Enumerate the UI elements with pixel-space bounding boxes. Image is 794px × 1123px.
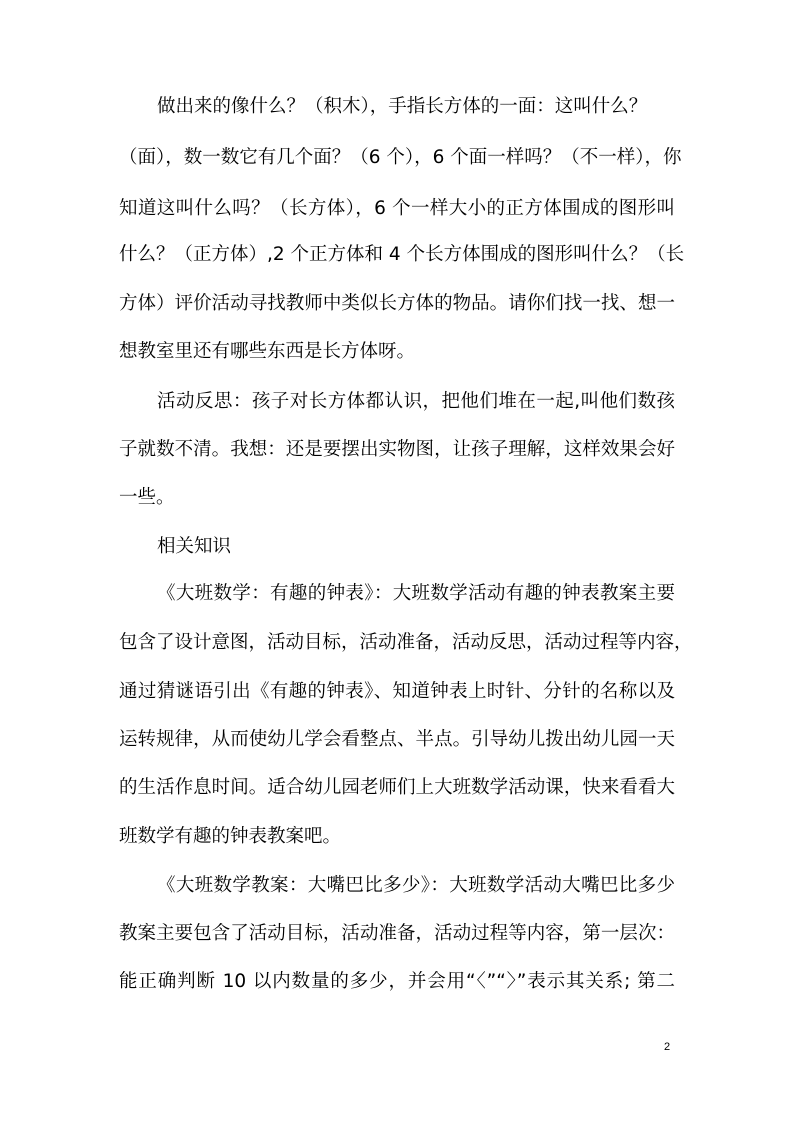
paragraph-5-line-1: 《大班数学教案：大嘴巴比多少》：大班数学活动大嘴巴比多少 [157,875,675,896]
paragraph-4-line-1: 《大班数学：有趣的钟表》：大班数学活动有趣的钟表教案主要 [157,583,675,604]
paragraph-2-line-1: 活动反思：孩子对长方体都认识，把他们堆在一起,叫他们数孩 [157,391,675,412]
paragraph-1-line-3: 知道这叫什么吗？（长方体），6 个一样大小的正方体围成的图形叫 [119,198,675,219]
paragraph-1-line-1: 做出来的像什么？（积木），手指长方体的一面：这叫什么？ [157,96,648,117]
paragraph-5-line-2: 教案主要包含了活动目标，活动准备，活动过程等内容，第一层次： [119,923,675,944]
paragraph-1-line-5: 方体）评价活动寻找教师中类似长方体的物品。请你们找一找、想一 [119,293,675,314]
paragraph-4-line-2: 包含了设计意图，活动目标，活动准备，活动反思，活动过程等内容， [119,632,693,653]
paragraph-1-line-6: 想教室里还有哪些东西是长方体呀。 [119,341,416,362]
paragraph-4-line-4: 运转规律，从而使幼儿学会看整点、半点。引导幼儿拨出幼儿园一天 [119,729,675,750]
paragraph-2-line-2: 子就数不清。我想：还是要摆出实物图，让孩子理解，这样效果会好 [119,439,675,460]
paragraph-4-line-6: 班数学有趣的钟表教案吧。 [119,826,342,847]
paragraph-1-line-4: 什么？（正方体）,2 个正方体和 4 个长方体围成的图形叫什么？（长 [119,244,685,265]
paragraph-2-line-3: 一些。 [119,487,175,508]
paragraph-1-line-2: （面），数一数它有几个面？（6 个），6 个面一样吗？（不一样），你 [119,147,682,168]
section-heading-related-knowledge: 相关知识 [157,536,232,557]
paragraph-5-line-3: 能正确判断 10 以内数量的多少，并会用“〈”“〉”表示其关系; 第二 [119,971,675,992]
page-number: 2 [664,1041,671,1053]
paragraph-4-line-3: 通过猜谜语引出《有趣的钟表》、知道钟表上时针、分针的名称以及 [119,681,675,702]
paragraph-4-line-5: 的生活作息时间。适合幼儿园老师们上大班数学活动课，快来看看大 [119,777,675,798]
